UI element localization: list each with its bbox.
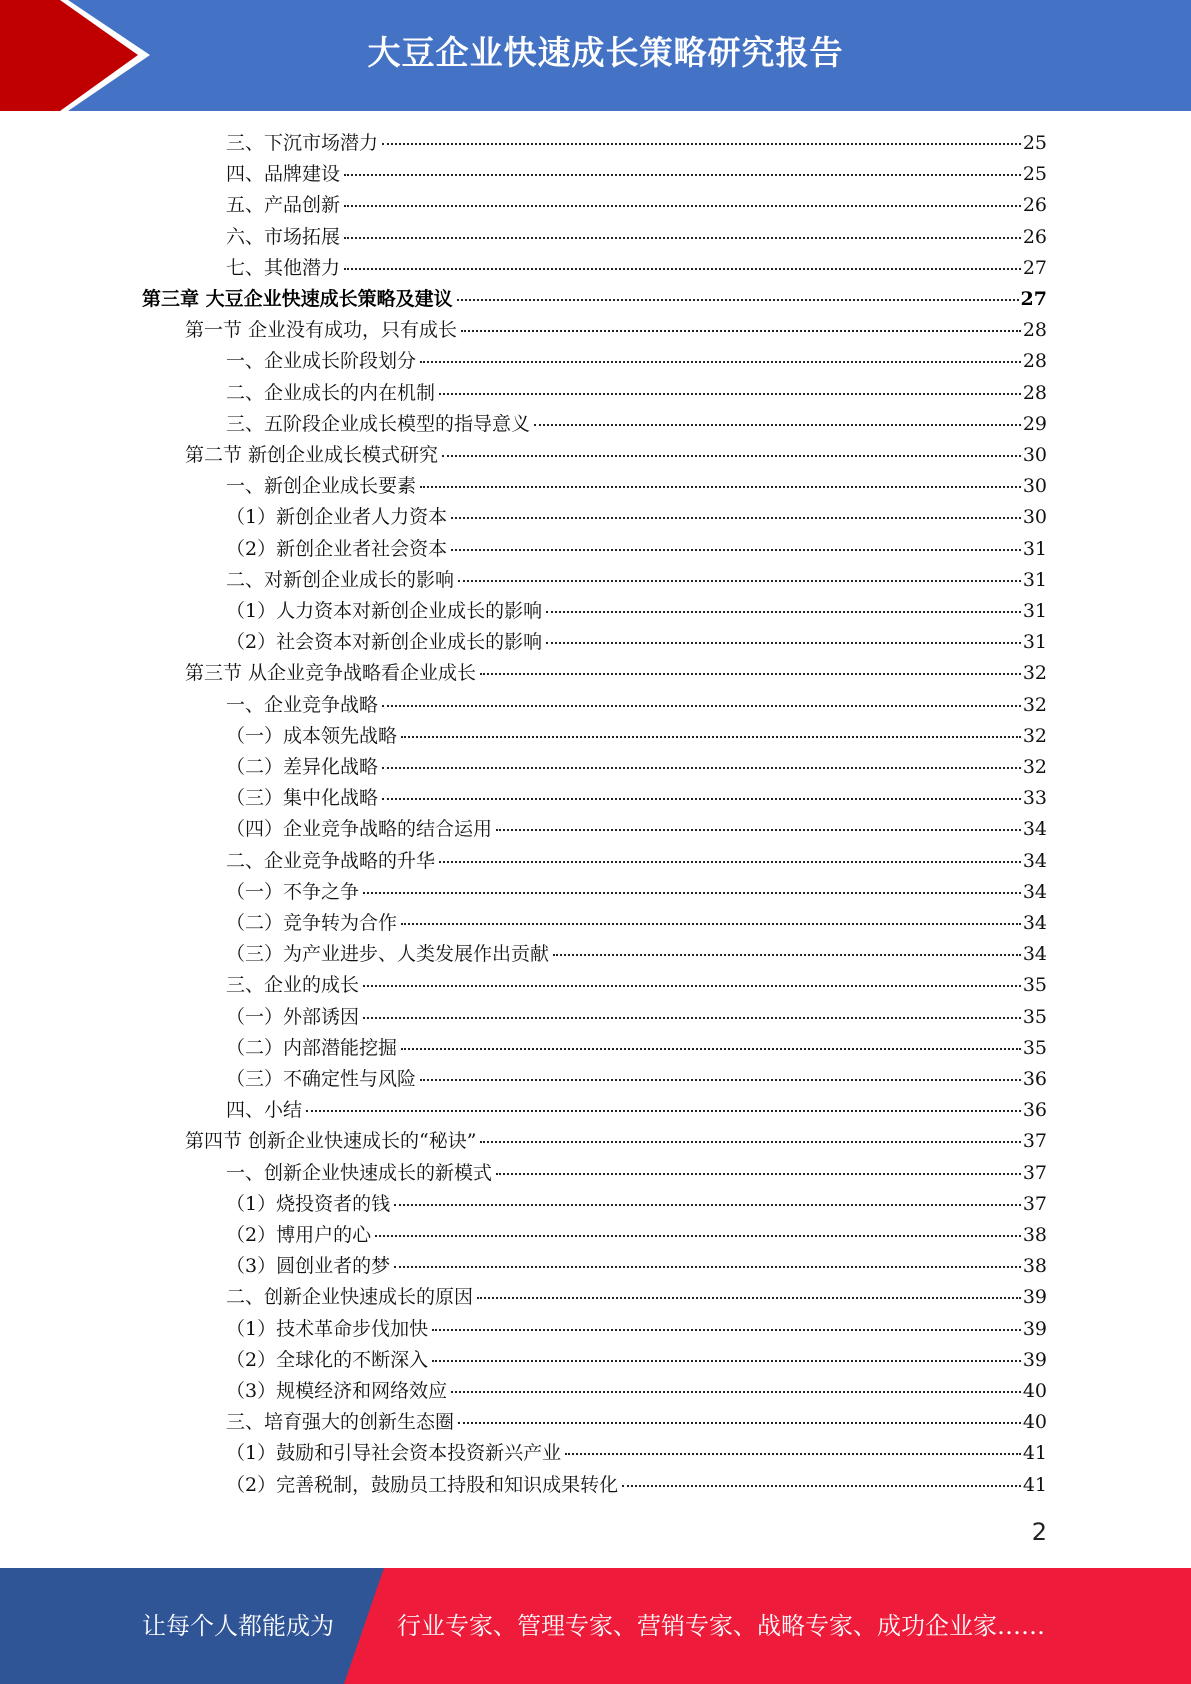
toc-entry-page: 41	[1022, 1442, 1047, 1465]
toc-entry-label: （2）全球化的不断深入	[226, 1348, 429, 1371]
toc-dot-leader	[451, 517, 1021, 519]
toc-dot-leader	[382, 798, 1021, 800]
toc-entry-label: 第二节 新创企业成长模式研究	[185, 444, 439, 466]
toc-entry-label: （三）为产业进步、人类发展作出贡献	[226, 943, 550, 966]
toc-entry-label: 一、企业成长阶段划分	[226, 350, 417, 373]
toc-entry-page: 40	[1022, 1380, 1047, 1402]
toc-entry-page: 32	[1022, 693, 1047, 716]
toc-entry-page: 26	[1022, 225, 1047, 248]
toc-dot-leader	[394, 1266, 1021, 1268]
toc-entry-label: 第三节 从企业竞争战略看企业成长	[185, 662, 477, 685]
toc-dot-leader	[432, 1360, 1021, 1362]
toc-entry-label: 三、五阶段企业成长模型的指导意义	[226, 412, 531, 435]
toc-entry-label: （2）社会资本对新创企业成长的影响	[226, 631, 543, 654]
toc-dot-leader	[432, 1329, 1021, 1331]
toc-entry[interactable]	[226, 378, 1047, 409]
toc-entry-label: （四）企业竞争战略的结合运用	[226, 818, 493, 841]
toc-entry[interactable]	[226, 1002, 1047, 1033]
toc-entry[interactable]	[226, 1470, 1047, 1501]
toc-dot-leader	[363, 1017, 1021, 1019]
toc-entry-label: 二、企业竞争战略的升华	[226, 849, 436, 872]
toc-entry-label: 一、创新企业快速成长的新模式	[226, 1161, 493, 1184]
report-title: 大豆企业快速成长策略研究报告	[367, 33, 844, 72]
toc-entry-label: （三）不确定性与风险	[226, 1068, 417, 1090]
toc-entry-label: （1）烧投资者的钱	[226, 1192, 391, 1215]
toc-entry[interactable]	[226, 1251, 1047, 1282]
toc-entry-page: 31	[1022, 600, 1047, 622]
toc-entry[interactable]	[226, 1438, 1047, 1469]
toc-entry[interactable]	[226, 128, 1047, 159]
toc-entry[interactable]	[226, 253, 1047, 284]
toc-entry[interactable]	[142, 284, 1047, 315]
toc-entry-label: （一）外部诱因	[226, 1005, 360, 1028]
toc-entry-page: 27	[1022, 256, 1047, 279]
toc-entry-label: （一）成本领先战略	[226, 724, 398, 747]
toc-dot-leader	[496, 829, 1021, 831]
toc-dot-leader	[401, 923, 1021, 925]
toc-entry[interactable]	[226, 471, 1047, 502]
footer-slogan-right: 行业专家、管理专家、营销专家、战略专家、成功企业家……	[397, 1612, 1045, 1640]
toc-entry-label: （1）鼓励和引导社会资本投资新兴产业	[226, 1442, 562, 1465]
toc-entry-page: 31	[1022, 537, 1047, 560]
toc-dot-leader	[375, 1235, 1021, 1237]
toc-entry-page: 32	[1022, 756, 1047, 778]
toc-entry-page: 35	[1022, 1036, 1047, 1059]
toc-entry-label: （2）新创企业者社会资本	[226, 537, 448, 560]
toc-entry-page: 35	[1022, 1005, 1047, 1028]
toc-entry-page: 27	[1020, 288, 1047, 310]
toc-entry[interactable]	[226, 721, 1047, 752]
toc-entry-page: 34	[1022, 880, 1047, 903]
toc-dot-leader	[496, 1173, 1021, 1175]
page-footer	[0, 1568, 1191, 1684]
toc-entry-page: 39	[1022, 1348, 1047, 1371]
toc-entry-label: 第四节 创新企业快速成长的“秘诀”	[185, 1130, 477, 1153]
toc-entry[interactable]	[226, 1189, 1047, 1220]
toc-entry-page: 33	[1022, 787, 1047, 810]
toc-dot-leader	[477, 1297, 1021, 1299]
toc-entry-page: 39	[1022, 1286, 1047, 1309]
toc-entry[interactable]	[226, 1095, 1047, 1126]
toc-dot-leader	[553, 954, 1021, 956]
toc-dot-leader	[382, 767, 1021, 769]
toc-entry[interactable]	[185, 1126, 1047, 1157]
toc-dot-leader	[480, 673, 1021, 675]
toc-entry[interactable]	[226, 970, 1047, 1001]
toc-entry-page: 34	[1022, 818, 1047, 841]
toc-entry[interactable]	[226, 1158, 1047, 1189]
toc-entry[interactable]	[226, 1376, 1047, 1407]
toc-entry-label: 二、对新创企业成长的影响	[226, 568, 455, 591]
toc-dot-leader	[442, 455, 1021, 457]
toc-dot-leader	[363, 892, 1021, 894]
toc-entry[interactable]	[226, 1407, 1047, 1438]
toc-entry-label: 四、小结	[226, 1099, 303, 1122]
toc-entry-page: 31	[1022, 631, 1047, 654]
toc-entry[interactable]	[226, 596, 1047, 627]
toc-entry-page: 30	[1022, 475, 1047, 498]
toc-entry-page: 35	[1022, 974, 1047, 997]
toc-entry[interactable]	[226, 1314, 1047, 1345]
toc-entry-label: 二、企业成长的内在机制	[226, 381, 436, 404]
toc-entry-page: 34	[1022, 943, 1047, 966]
toc-entry-label: 四、品牌建设	[226, 163, 341, 186]
toc-entry-label: （二）内部潜能挖掘	[226, 1036, 398, 1059]
toc-entry-page: 36	[1022, 1099, 1047, 1122]
toc-entry[interactable]	[226, 1220, 1047, 1251]
toc-entry[interactable]	[226, 159, 1047, 190]
toc-entry[interactable]	[185, 440, 1047, 471]
toc-entry-label: （3）规模经济和网络效应	[226, 1380, 448, 1402]
toc-entry-label: （1）新创企业者人力资本	[226, 506, 448, 529]
toc-entry[interactable]	[226, 1033, 1047, 1064]
toc-dot-leader	[457, 299, 1019, 301]
toc-entry[interactable]	[226, 534, 1047, 565]
toc-entry-label: 第三章 大豆企业快速成长策略及建议	[142, 288, 453, 310]
toc-entry-page: 38	[1022, 1255, 1047, 1278]
toc-entry-page: 38	[1022, 1224, 1047, 1246]
toc-entry[interactable]	[226, 1064, 1047, 1095]
toc-entry-label: 一、新创企业成长要素	[226, 475, 417, 498]
toc-entry[interactable]	[226, 222, 1047, 253]
toc-dot-leader	[344, 268, 1021, 270]
toc-dot-leader	[401, 736, 1021, 738]
toc-entry[interactable]	[226, 565, 1047, 596]
toc-dot-leader	[382, 705, 1021, 707]
toc-entry-page: 31	[1022, 568, 1047, 591]
toc-dot-leader	[394, 1204, 1021, 1206]
toc-entry-label: （二）竞争转为合作	[226, 912, 398, 934]
toc-entry[interactable]	[226, 814, 1047, 845]
footer-slogan-left: 让每个人都能成为	[142, 1612, 334, 1640]
toc-entry-page: 25	[1022, 132, 1047, 154]
toc-entry[interactable]	[226, 690, 1047, 721]
toc-entry[interactable]	[226, 877, 1047, 908]
toc-entry-page: 34	[1022, 849, 1047, 872]
toc-dot-leader	[451, 1391, 1021, 1393]
toc-dot-leader	[546, 642, 1021, 644]
toc-entry-page: 32	[1022, 724, 1047, 747]
toc-entry-label: 五、产品创新	[226, 194, 341, 217]
toc-dot-leader	[344, 174, 1021, 176]
toc-dot-leader	[439, 393, 1021, 395]
toc-entry-label: （1）技术革命步伐加快	[226, 1317, 429, 1340]
toc-dot-leader	[480, 1141, 1020, 1143]
toc-entry-page: 32	[1022, 662, 1047, 685]
toc-entry-page: 37	[1022, 1130, 1047, 1153]
toc-entry-page: 30	[1022, 444, 1047, 466]
toc-entry-label: 六、市场拓展	[226, 225, 341, 248]
toc-entry-label: 七、其他潜力	[226, 256, 341, 279]
toc-entry-label: （2）博用户的心	[226, 1224, 372, 1246]
toc-entry-label: 三、下沉市场潜力	[226, 132, 379, 154]
toc-entry-label: （1）人力资本对新创企业成长的影响	[226, 600, 543, 622]
toc-entry[interactable]	[226, 752, 1047, 783]
toc-entry[interactable]	[226, 346, 1047, 377]
toc-dot-leader	[458, 1422, 1021, 1424]
toc-entry[interactable]	[226, 409, 1047, 440]
toc-entry-page: 40	[1022, 1411, 1047, 1434]
toc-entry-page: 28	[1022, 381, 1047, 404]
toc-entry-page: 28	[1022, 319, 1047, 342]
toc-entry[interactable]	[226, 939, 1047, 970]
toc-entry[interactable]	[226, 846, 1047, 877]
toc-dot-leader	[401, 1048, 1021, 1050]
toc-entry[interactable]	[226, 627, 1047, 658]
toc-entry-label: 二、创新企业快速成长的原因	[226, 1286, 474, 1309]
toc-entry-label: （一）不争之争	[226, 880, 360, 903]
toc-dot-leader	[306, 1110, 1021, 1112]
toc-entry[interactable]	[226, 783, 1047, 814]
toc-entry[interactable]	[226, 502, 1047, 533]
toc-dot-leader	[622, 1485, 1021, 1487]
toc-entry-page: 37	[1022, 1161, 1047, 1184]
toc-dot-leader	[534, 424, 1021, 426]
toc-dot-leader	[420, 361, 1021, 363]
toc-dot-leader	[565, 1453, 1021, 1455]
toc-entry[interactable]	[226, 1345, 1047, 1376]
toc-entry-label: 三、培育强大的创新生态圈	[226, 1411, 455, 1434]
toc-dot-leader	[344, 237, 1021, 239]
toc-entry[interactable]	[185, 315, 1047, 346]
toc-entry-page: 37	[1022, 1192, 1047, 1215]
page-number: 2	[1031, 1518, 1047, 1546]
toc-entry[interactable]	[226, 1282, 1047, 1313]
toc-dot-leader	[546, 611, 1021, 613]
toc-dot-leader	[451, 549, 1021, 551]
toc-entry-label: 第一节 企业没有成功，只有成长	[185, 319, 458, 342]
toc-dot-leader	[420, 1079, 1021, 1081]
toc-entry-label: 三、企业的成长	[226, 974, 360, 997]
toc-dot-leader	[461, 330, 1021, 332]
toc-entry-label: 一、企业竞争战略	[226, 693, 379, 716]
toc-entry-page: 39	[1022, 1317, 1047, 1340]
page-header	[0, 0, 1191, 111]
toc-entry[interactable]	[185, 658, 1047, 689]
toc-entry-label: （二）差异化战略	[226, 756, 379, 778]
toc-entry-page: 36	[1022, 1068, 1047, 1090]
toc-entry-page: 25	[1022, 163, 1047, 186]
toc-entry[interactable]	[226, 190, 1047, 221]
toc-dot-leader	[382, 143, 1021, 145]
toc-dot-leader	[363, 985, 1021, 987]
toc-entry-page: 28	[1022, 350, 1047, 373]
toc-entry[interactable]	[226, 908, 1047, 939]
toc-dot-leader	[344, 205, 1021, 207]
toc-dot-leader	[420, 486, 1021, 488]
toc-entry-page: 26	[1022, 194, 1047, 217]
toc-entry-page: 29	[1022, 412, 1047, 435]
toc-entry-page: 41	[1022, 1473, 1047, 1496]
toc-dot-leader	[439, 861, 1021, 863]
toc-entry-label: （3）圆创业者的梦	[226, 1255, 391, 1278]
toc-dot-leader	[458, 580, 1021, 582]
toc-entry-page: 34	[1022, 912, 1047, 934]
toc-entry-label: （2）完善税制，鼓励员工持股和知识成果转化	[226, 1473, 619, 1496]
toc-entry-page: 30	[1022, 506, 1047, 529]
toc-entry-label: （三）集中化战略	[226, 787, 379, 810]
